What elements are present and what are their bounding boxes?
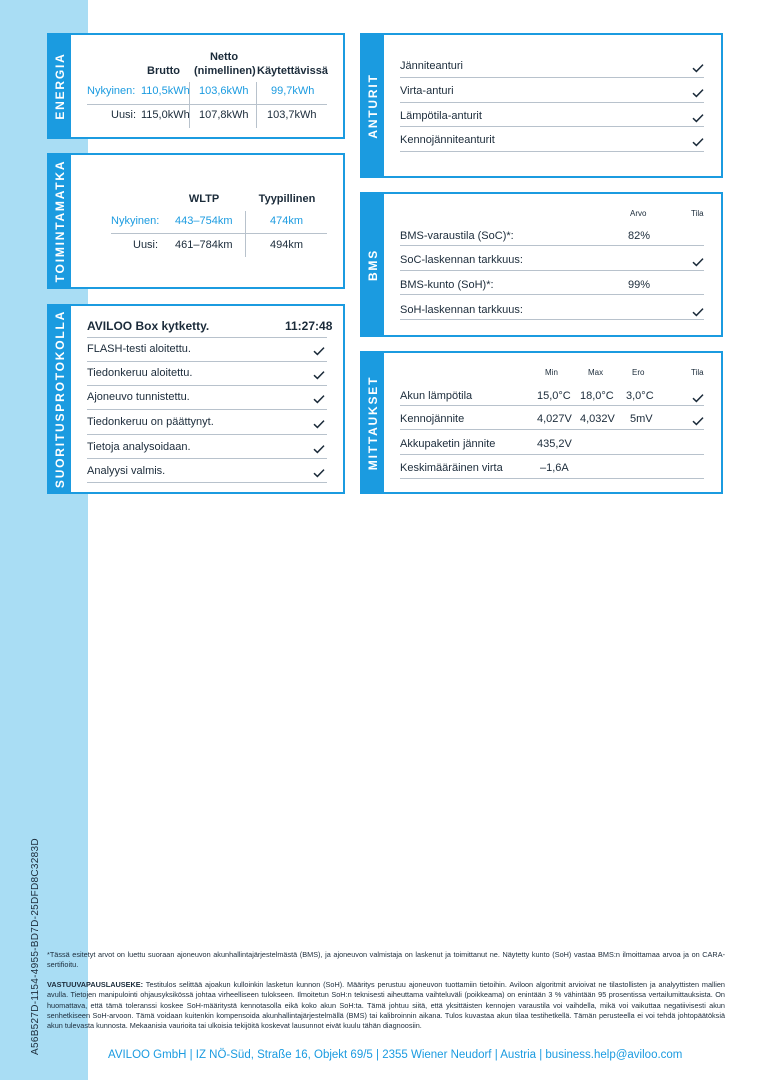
document-id: A56B527D-1154-4955-BD7D-25DFD8C3283D — [30, 838, 41, 1055]
protocol-item: Tiedonkeruu aloitettu. — [87, 367, 193, 379]
row-label: Uusi: — [111, 109, 137, 121]
row-label: Nykyinen: — [87, 85, 136, 97]
energia-panel — [47, 33, 345, 139]
header-max: Max — [588, 368, 604, 377]
check-icon — [692, 393, 704, 403]
sensor-item: Virta-anturi — [400, 85, 454, 97]
anturit-tab: ANTURIT — [362, 35, 384, 176]
header-wltp: WLTP — [188, 193, 220, 205]
value-cell: 103,6kWh — [199, 85, 249, 97]
suoritusprotokolla-tab: SUORITUSPROTOKOLLA — [49, 306, 71, 492]
check-icon — [313, 346, 325, 356]
protocol-item: Tietoja analysoidaan. — [87, 441, 191, 453]
energia-tab: ENERGIA — [49, 35, 71, 137]
bms-row-value: 99% — [628, 279, 651, 291]
check-icon — [692, 63, 704, 73]
protocol-item: Tiedonkeruu on päättynyt. — [87, 416, 214, 428]
company-footer: AVILOO GmbH | IZ NÖ-Süd, Straße 16, Objekt 69/5 | 2355 Wiener Neudorf | Austria | business.help@aviloo.com — [108, 1049, 683, 1061]
value-cell: 474km — [270, 215, 304, 227]
check-icon — [692, 416, 704, 426]
measurement-label: Kennojännite — [400, 413, 465, 425]
sensor-item: Jänniteanturi — [400, 60, 463, 72]
header-netto-sub: (nimellinen) — [194, 65, 256, 77]
anturit-panel — [360, 33, 723, 178]
value-cell: 103,7kWh — [267, 109, 317, 121]
check-icon — [313, 444, 325, 454]
measurement-min: 435,2V — [537, 438, 572, 450]
measurement-max: 18,0°C — [580, 390, 614, 402]
bms-panel — [360, 192, 723, 337]
check-icon — [313, 394, 325, 404]
row-label: Nykyinen: — [111, 215, 160, 227]
measurement-ero: 5mV — [630, 413, 653, 425]
measurement-min: 4,027V — [537, 413, 572, 425]
bms-row-label: SoH-laskennan tarkkuus: — [400, 304, 523, 316]
check-icon — [692, 113, 704, 123]
sensor-item: Kennojänniteanturit — [400, 134, 495, 146]
header-tila: Tila — [691, 209, 704, 218]
header-min: Min — [545, 368, 558, 377]
disclaimer — [47, 980, 725, 1031]
value-cell: 443–754km — [175, 215, 233, 227]
check-icon — [313, 468, 325, 478]
header-tyypillinen: Tyypillinen — [258, 193, 316, 205]
bms-tab: BMS — [362, 194, 384, 335]
header-netto: Netto — [209, 51, 239, 63]
value-cell: 110,5kWh — [141, 85, 190, 97]
measurement-min: –1,6A — [540, 462, 569, 474]
check-icon — [692, 307, 704, 317]
suoritusprotokolla-panel — [47, 304, 345, 494]
protocol-time: 11:27:48 — [285, 319, 333, 333]
header-arvo: Arvo — [630, 209, 647, 218]
disclaimer-text: Testitulos selittää ajoakun kulloinkin lasketun kunnon (SoH). Määritys perustuu ajoneuvon tuottamiin tietoihin. Aviloon algoritmit arvioivat ne tilastollisten ja analyyttisten mallien avulla. Tietojen manipulointi ohjausyksikössä johtaa virheelliseen tulokseen. Ilmoitetun SoH:n teknisesti aiheuttama vaihteluväli (poikkeama) on enintään 3 % vähintään 95 prosentissa vertailumittauksista. On huomattava, että tämä toleranssi koskee SoH-määritystä kennotasolla eikä koko akun SoH:ta. Tämä johtuu siitä, että yksittäisten kennojen varaustila voi vaihdella, mikä voi vaikuttaa negatiivisesti akun senhetkiseen SoH-arvoon. Tämä voidaan kuitenkin kompensoida akunhallintajärjestelmällä (BMS) tai kalibroinnin aikana. Tulos kuvastaa akun tilaa testihetkellä. Tämän perusteella ei voi tehdä johtopäätöksiä akun tulevasta kunnosta. Mekaanisia vaurioita tai ulkoisia tekijöitä koskevat lausunnot eivät kuulu tähän diagnoosiin. — [47, 980, 725, 1031]
check-icon — [692, 257, 704, 267]
bms-row-value: 82% — [628, 230, 651, 242]
protocol-heading: AVILOO Box kytketty. — [87, 319, 210, 333]
measurement-max: 4,032V — [580, 413, 615, 425]
value-cell: 494km — [270, 239, 304, 251]
header-kaytettavissa: Käytettävissä — [257, 65, 328, 77]
bms-row-label: BMS-varaustila (SoC)*: — [400, 230, 514, 242]
measurement-min: 15,0°C — [537, 390, 571, 402]
toimintamatka-tab: TOIMINTAMATKA — [49, 155, 71, 287]
measurement-label: Akun lämpötila — [400, 390, 473, 402]
check-icon — [692, 88, 704, 98]
protocol-item: Ajoneuvo tunnistettu. — [87, 391, 190, 403]
bms-row-label: BMS-kunto (SoH)*: — [400, 279, 494, 291]
value-cell: 107,8kWh — [199, 109, 249, 121]
bms-row-label: SoC-laskennan tarkkuus: — [400, 254, 523, 266]
protocol-item: Analyysi valmis. — [87, 465, 166, 477]
check-icon — [692, 137, 704, 147]
sensor-item: Lämpötila-anturit — [400, 110, 482, 122]
row-label: Uusi: — [133, 239, 159, 251]
protocol-item: FLASH-testi aloitettu. — [87, 343, 191, 355]
value-cell: 115,0kWh — [141, 109, 190, 121]
measurement-label: Akkupaketin jännite — [400, 438, 496, 450]
header-brutto: Brutto — [147, 65, 180, 77]
value-cell: 99,7kWh — [271, 85, 315, 97]
header-tila: Tila — [691, 368, 704, 377]
measurement-ero: 3,0°C — [626, 390, 654, 402]
toimintamatka-panel — [47, 153, 345, 289]
value-cell: 461–784km — [175, 239, 233, 251]
mittaukset-panel — [360, 351, 723, 494]
footnote: *Tässä esitetyt arvot on luettu suoraan ajoneuvon akunhallintajärjestelmästä (BMS), ja ajoneuvon valmistaja on laskenut ja toimittanut ne. Näytetty kunto (SoH) vastaa BMS:n ilmoittamaa arvoa ja on CARA-sertifioitu. — [47, 950, 725, 970]
check-icon — [313, 419, 325, 429]
measurement-label: Keskimääräinen virta — [400, 462, 503, 474]
mittaukset-tab: MITTAUKSET — [362, 353, 384, 492]
header-ero: Ero — [632, 368, 645, 377]
check-icon — [313, 370, 325, 380]
disclaimer-title: VASTUUVAPAUSLAUSEKE: — [47, 980, 144, 989]
